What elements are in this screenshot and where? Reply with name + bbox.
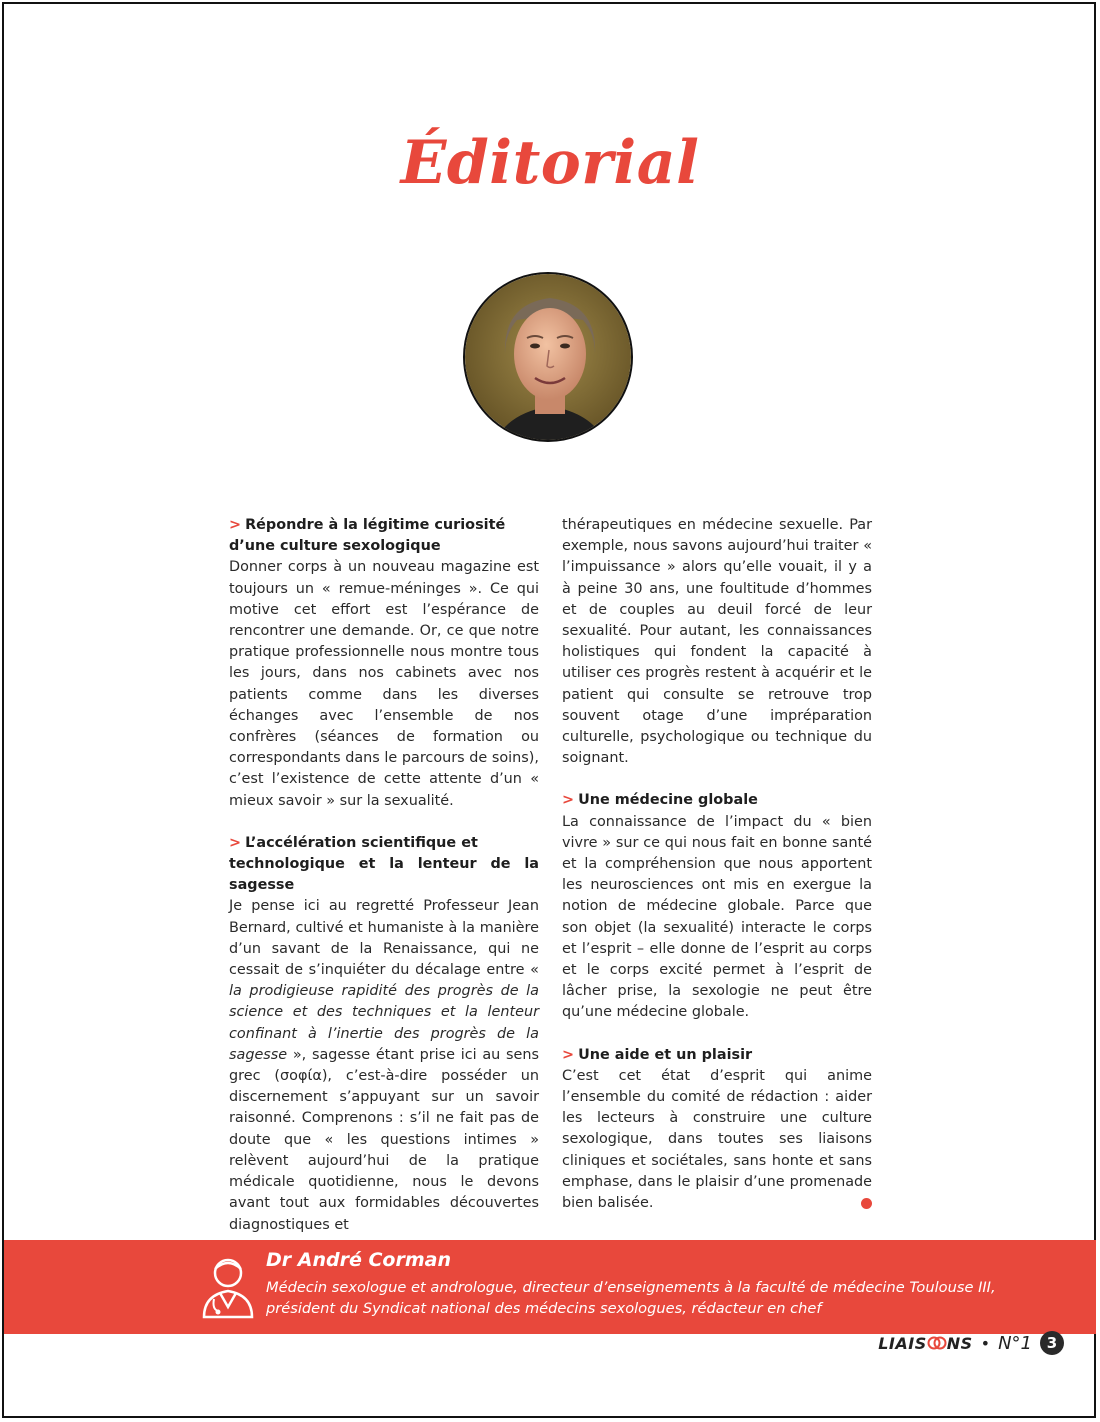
doctor-icon (200, 1253, 256, 1319)
continuation-paragraph: thérapeutiques en médecine sexuelle. Par exemple, nous savons aujourd’hui traiter « l’impuissance » alors qu’elle vouait, il y a à peine 30 ans, une foultitude d’hommes et de couples au deuil forcé de leur sexualité. Pour autant, les connaissances holistiques qui fondent la capacité à utiliser ces progrès restent à acquérir et le patient qui consulte se retrouve trop souvent otage d’une impréparation culturelle, psychologique ou technique du soignant. (562, 517, 872, 767)
left-column (229, 515, 539, 1257)
chevron-right-icon: > (229, 517, 242, 533)
magazine-logo: LIAIS NS (878, 1333, 973, 1353)
page-number: 3 (1040, 1331, 1064, 1355)
section-curiosity (229, 515, 539, 812)
end-of-article-dot-icon (861, 1198, 872, 1209)
section-body: Donner corps à un nouveau magazine est toujours un « remue-méninges ». Ce qui motive cet effort est l’espérance de rencontrer une demande. Or, ce que notre pratique professionnelle nous montre tous les jours, dans nos cabinets avec nos patients comme dans les diverses échanges avec l’ensemble de nos confrères (séances de formation ou correspondants dans le parcours de soins), c’est l’existence de cette attente d’un « mieux savoir » sur la sexualité. (229, 559, 539, 809)
section-heading: > Répondre à la légitime curiosité d’une culture sexologique (229, 517, 506, 555)
footer-separator: • (980, 1333, 991, 1353)
section-global-medicine (562, 790, 872, 1023)
section-help-pleasure (562, 1045, 872, 1215)
page-border (2, 2, 1096, 1418)
page-title: Éditorial (400, 128, 700, 198)
right-column (562, 515, 872, 1235)
portrait-illustration (465, 274, 633, 442)
section-acceleration (229, 833, 539, 1236)
author-banner (4, 1240, 1096, 1334)
author-name: Dr André Corman (266, 1249, 451, 1271)
section-heading: > Une médecine globale (562, 792, 758, 809)
page-footer (878, 1331, 1064, 1355)
author-bio: Médecin sexologue et andrologue, directeur d’enseignements à la faculté de médecine Toulouse III, président du Syndicat national des médecins sexologues, rédacteur en chef (266, 1279, 996, 1317)
author-portrait (463, 272, 633, 442)
section-body: Je pense ici au regretté Professeur Jean Bernard, cultivé et humaniste à la manière d’un savant de la Renaissance, qui ne cessait de s’inquiéter du décalage entre « la prodigieuse rapidité des progrès de la science et des techniques et la lenteur confinant à l’inertie des progrès de la sagesse », sagesse étant prise ici au sens grec (σοφία), c’est-à-dire posséder un discernement s’appuyant sur un savoir raisonné. Comprenons : s’il ne fait pas de doute que « les questions intimes » relèvent aujourd’hui de la pratique médicale quotidienne, nous le devons avant tout aux formidables découvertes diagnostiques et (229, 898, 539, 1233)
section-heading: > Une aide et un plaisir (562, 1046, 753, 1063)
section-heading: > L’accélération scientifique et technologique et la lenteur de la sagesse (229, 834, 539, 894)
section-body: C’est cet état d’esprit qui anime l’ensemble du comité de rédaction : aider les lecteurs à construire une culture sexologique, dans toutes ses liaisons cliniques et sociétales, sans honte et sans emphase, dans le plaisir d’une promenade bien balisée. (562, 1067, 872, 1212)
chevron-right-icon: > (229, 834, 242, 851)
issue-number: N°1 (998, 1332, 1032, 1354)
brand-rings-icon (927, 1335, 947, 1351)
chevron-right-icon: > (562, 1046, 575, 1063)
chevron-right-icon: > (562, 792, 575, 809)
section-body: La connaissance de l’impact du « bien vivre » sur ce qui nous fait en bonne santé et la compréhension que nous apportent les neurosciences ont mis en exergue la notion de médecine globale. Parce que son objet (la sexualité) interacte le corps et l’esprit – elle donne de l’esprit au corps et le corps excité permet à l’esprit de lâcher prise, la sexologie ne peut être qu’une médecine globale. (562, 813, 872, 1021)
